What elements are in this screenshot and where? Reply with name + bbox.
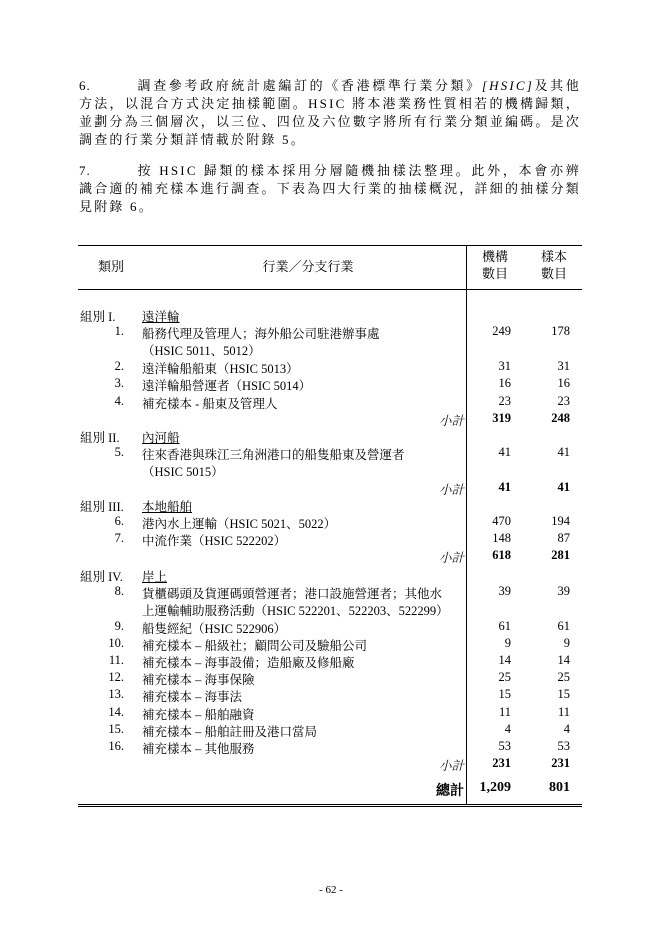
group-label: 組別 II. [80, 431, 120, 445]
header-establishments: 機構 數目 [481, 250, 508, 282]
group-name: 內河船 [142, 431, 180, 445]
sampling-table: 類別 行業／分支行業 機構 數目 樣本 數目 組別 I. 遠洋輪 1. 船務代理及管理人；海外船公司駐港辦事處 249 178 （HSIC 5011、5012） 2. 遠洋輪船船東（HSIC 5013） 31 31 3. 遠洋輪船營運者（HSIC 5014） 16 16 4. 補充樣本 - 船東及管理人 23 23 小計 319 248 組別 II. 內河船 5. 往來香港與珠江三角洲港口的船隻船東及營運者 41 41 （HSIC 5015） 小計 41 41 組別 III. 本地船舶 6. 港內水上運輸（HSIC 5021、5022） 470 194 7. 中流作業（HSIC 522202） 148 87 小計 618 281 組別 IV. 岸上 8. 貨櫃碼頭及貨運碼頭營運者；港口設施營運者；其他水 39 39 上運輸輔助服務活動（HSIC 522201、522203、522299） 9. 船隻經紀（HSIC 522906） 61 61 10. 補充樣本 – 船級社；顧問公司及驗船公司 9 9 11. 補充樣本 – 海事設備；造船廠及修船廠 14 14 12. 補充樣本 – 海事保險 25 25 13. 補充樣本 – 海事法 15 15 14. 補充樣本 – 船舶融資 11 11 15. 補充樣本 – 船舶註冊及港口當局 4 4 16. 補充樣本 – 其他服務 53 53 小計 231 231 總計 1,209 801 [78, 245, 582, 805]
hsic-emphasis: [HSIC] [481, 78, 535, 93]
paragraph-text: 按 HSIC 歸類的樣本採用分層隨機抽樣法整理。此外，本會亦辨識合適的補充樣本進行調查。下表為四大行業的抽樣概況，詳細的抽樣分類見附錄 6。 [79, 163, 581, 214]
table-bottom-rule-double [78, 806, 582, 807]
group-name: 遠洋輪 [142, 310, 180, 324]
paragraph-text: 調查參考政府統計處編訂的《香港標準行業分類》 [137, 78, 482, 93]
header-category: 類別 [97, 260, 124, 275]
group-label: 組別 III. [80, 500, 124, 514]
group-label: 組別 IV. [80, 570, 123, 584]
subtotal-label: 小計 [438, 551, 464, 565]
paragraph-number: 6. [79, 78, 91, 93]
total-establishments: 1,209 [479, 780, 511, 795]
header-samples: 樣本 數目 [540, 250, 567, 282]
paragraph-text: 及其他方法，以混合方式決定抽樣範圍。HSIC 將本港業務性質相若的機構歸類，並劃分為三個層次，以三位、四位及六位數字將所有行業分類並編碼。是次調查的行業分類詳情載於附錄 5。 [79, 78, 581, 147]
group-label: 組別 I. [80, 310, 116, 324]
table-top-rule [78, 245, 582, 246]
group-name: 岸上 [142, 570, 168, 584]
header-industry: 行業／分支行業 [262, 260, 354, 275]
subtotal-label: 小計 [438, 414, 464, 428]
paragraph-7 [79, 162, 581, 216]
table-bottom-rule [78, 804, 582, 805]
total-samples: 801 [549, 780, 570, 795]
header-bottom-rule [78, 289, 582, 290]
total-label: 總計 [436, 783, 464, 799]
subtotal-label: 小計 [438, 759, 464, 773]
column-divider [466, 245, 467, 804]
group-name: 本地船舶 [142, 500, 193, 514]
paragraph-6 [79, 77, 581, 149]
paragraph-number: 7. [79, 163, 91, 178]
page-number: - 62 - [319, 884, 343, 896]
subtotal-label: 小計 [438, 483, 464, 497]
